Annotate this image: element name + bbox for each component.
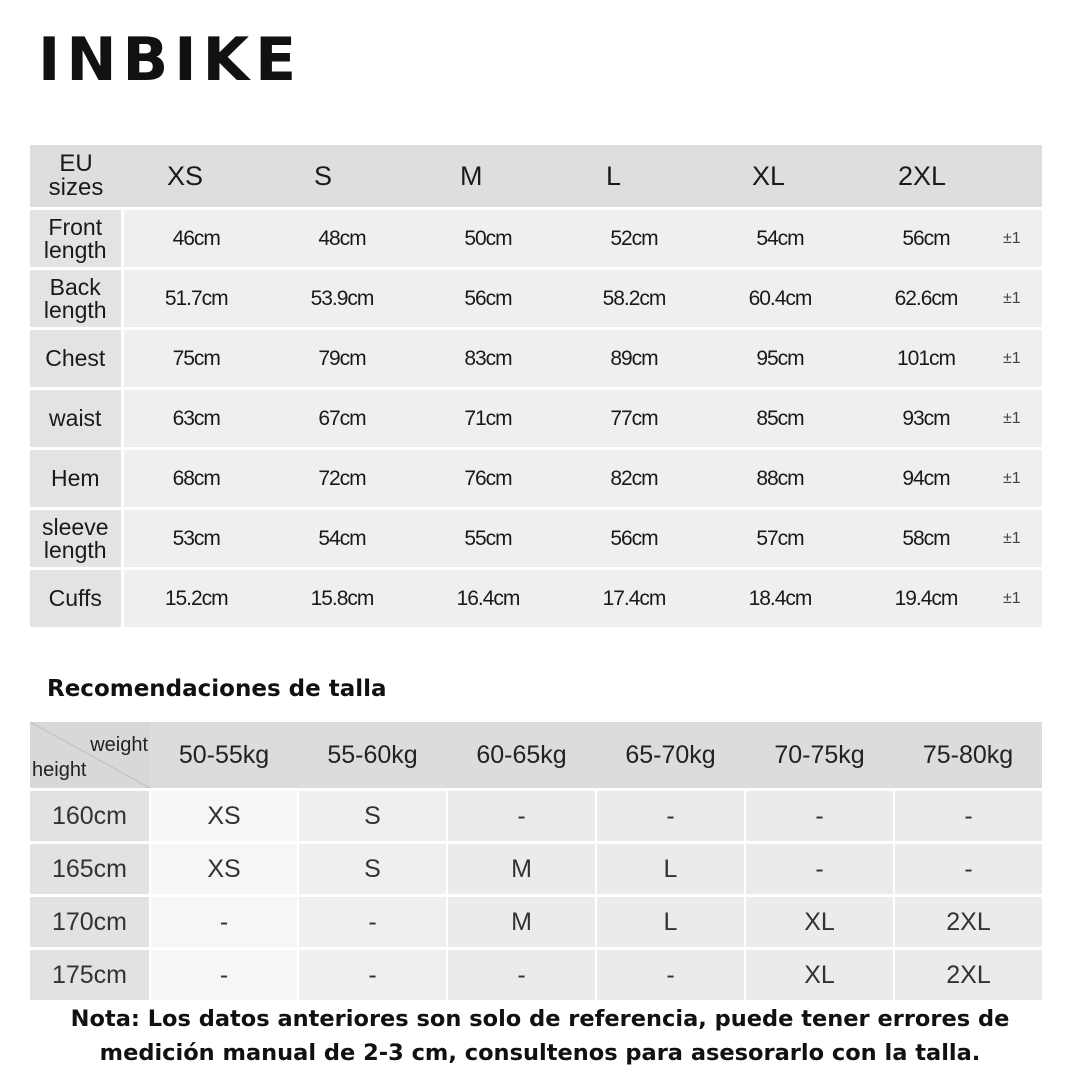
row-label-line: waist — [49, 405, 102, 431]
table-cell: S — [298, 843, 447, 896]
table-cell: - — [596, 790, 745, 843]
tolerance-cell: ±1 — [999, 329, 1042, 389]
table-cell: 19.4cm — [853, 569, 999, 629]
inbike-logo: INBIKE — [38, 25, 303, 95]
table-cell: M — [447, 843, 596, 896]
table-cell: 18.4cm — [707, 569, 853, 629]
table-row — [30, 790, 1042, 843]
tolerance-cell: ±1 — [999, 389, 1042, 449]
table-cell: 71cm — [415, 389, 561, 449]
height-label: height — [32, 759, 87, 781]
table-cell: 68cm — [122, 449, 269, 509]
weight-header: 55-60kg — [298, 722, 447, 790]
height-label-cell: 170cm — [30, 896, 150, 949]
table-cell: L — [596, 896, 745, 949]
row-label-back-length — [30, 269, 122, 329]
table-cell: 56cm — [415, 269, 561, 329]
table-cell: 63cm — [122, 389, 269, 449]
note-line-2: medición manual de 2-3 cm, consultenos para asesorarlo con la talla. — [99, 1040, 981, 1066]
table-cell: 2XL — [894, 896, 1042, 949]
table-cell: XS — [150, 843, 298, 896]
recommendations-title: Recomendaciones de talla — [47, 676, 387, 702]
sizes-label: sizes — [48, 174, 104, 201]
table-cell: 93cm — [853, 389, 999, 449]
table-cell: 79cm — [269, 329, 415, 389]
tolerance-cell: ±1 — [999, 509, 1042, 569]
weight-header: 75-80kg — [894, 722, 1042, 790]
height-label-cell: 160cm — [30, 790, 150, 843]
table-row — [30, 269, 1042, 329]
height-label-cell: 165cm — [30, 843, 150, 896]
disclaimer-note — [40, 1002, 1040, 1070]
table-row — [30, 896, 1042, 949]
table-cell: 60.4cm — [707, 269, 853, 329]
table-cell: 54cm — [269, 509, 415, 569]
size-chart-table — [30, 145, 1042, 630]
row-label-chest — [30, 329, 122, 389]
table-cell: 72cm — [269, 449, 415, 509]
table-cell: XL — [745, 949, 894, 1001]
row-label-line: Cuffs — [48, 585, 102, 611]
size-header-m: M — [415, 145, 561, 209]
size-header-xs: XS — [122, 145, 269, 209]
table-cell: S — [298, 790, 447, 843]
table-cell: 85cm — [707, 389, 853, 449]
table-cell: 89cm — [561, 329, 707, 389]
size-header-xl: XL — [707, 145, 853, 209]
table-cell: - — [150, 949, 298, 1001]
row-label-line: Hem — [50, 465, 100, 491]
table-cell: 57cm — [707, 509, 853, 569]
table-cell: 56cm — [853, 209, 999, 269]
table-cell: 56cm — [561, 509, 707, 569]
size-header-l: L — [561, 145, 707, 209]
table-row — [30, 949, 1042, 1001]
table-cell: 53cm — [122, 509, 269, 569]
tolerance-cell: ±1 — [999, 449, 1042, 509]
row-label-line: length — [43, 296, 107, 323]
table-cell: 76cm — [415, 449, 561, 509]
table-cell: 75cm — [122, 329, 269, 389]
tolerance-cell: ±1 — [999, 269, 1042, 329]
size-header-s: S — [269, 145, 415, 209]
table-cell: L — [596, 843, 745, 896]
table-row — [30, 449, 1042, 509]
table-cell: M — [447, 896, 596, 949]
table-cell: 101cm — [853, 329, 999, 389]
row-label-waist — [30, 389, 122, 449]
weight-header: 50-55kg — [150, 722, 298, 790]
eu-label: EU — [59, 150, 93, 177]
size-recommendation-table — [30, 722, 1042, 1000]
table-cell: - — [447, 949, 596, 1001]
table-row — [30, 389, 1042, 449]
row-label-line: Back — [49, 273, 101, 300]
size-header-row — [30, 145, 1042, 209]
table-cell: - — [745, 843, 894, 896]
table-cell: 77cm — [561, 389, 707, 449]
table-cell: - — [894, 790, 1042, 843]
table-cell: - — [150, 896, 298, 949]
size-header-2xl: 2XL — [853, 145, 999, 209]
table-cell: 54cm — [707, 209, 853, 269]
row-label-cuffs — [30, 569, 122, 629]
table-cell: - — [894, 843, 1042, 896]
weight-header: 60-65kg — [447, 722, 596, 790]
table-cell: 62.6cm — [853, 269, 999, 329]
weight-header: 65-70kg — [596, 722, 745, 790]
row-label-hem — [30, 449, 122, 509]
table-cell: 2XL — [894, 949, 1042, 1001]
table-cell: - — [596, 949, 745, 1001]
table-cell: 16.4cm — [415, 569, 561, 629]
table-cell: 46cm — [122, 209, 269, 269]
table-cell: XL — [745, 896, 894, 949]
table-cell: 51.7cm — [122, 269, 269, 329]
table-cell: 52cm — [561, 209, 707, 269]
tolerance-cell: ±1 — [999, 209, 1042, 269]
table-cell: 58.2cm — [561, 269, 707, 329]
table-row — [30, 569, 1042, 629]
row-label-line: length — [43, 536, 107, 563]
table-cell: 48cm — [269, 209, 415, 269]
table-cell: 94cm — [853, 449, 999, 509]
table-cell: - — [298, 949, 447, 1001]
height-label-cell: 175cm — [30, 949, 150, 1001]
row-label-sleeve-length — [30, 509, 122, 569]
row-label-line: sleeve — [42, 513, 109, 540]
table-cell: 95cm — [707, 329, 853, 389]
row-label-front-length — [30, 209, 122, 269]
table-cell: 83cm — [415, 329, 561, 389]
tolerance-header — [999, 145, 1042, 209]
table-cell: - — [745, 790, 894, 843]
table-cell: 50cm — [415, 209, 561, 269]
row-label-line: length — [43, 236, 107, 263]
row-label-line: Front — [48, 213, 103, 240]
table-cell: 88cm — [707, 449, 853, 509]
table-cell: - — [447, 790, 596, 843]
tolerance-cell: ±1 — [999, 569, 1042, 629]
table-cell: 17.4cm — [561, 569, 707, 629]
table-cell: 15.2cm — [122, 569, 269, 629]
table-cell: 53.9cm — [269, 269, 415, 329]
weight-header-row — [30, 722, 1042, 790]
table-row — [30, 509, 1042, 569]
weight-header: 70-75kg — [745, 722, 894, 790]
eu-sizes-header — [30, 145, 122, 209]
table-row — [30, 843, 1042, 896]
table-cell: 82cm — [561, 449, 707, 509]
row-label-line: Chest — [45, 345, 106, 371]
table-row — [30, 209, 1042, 269]
table-row — [30, 329, 1042, 389]
note-line-1: Nota: Los datos anteriores son solo de referencia, puede tener errores de — [70, 1006, 1010, 1032]
weight-height-corner — [30, 722, 150, 790]
weight-label: weight — [90, 734, 148, 756]
table-cell: 58cm — [853, 509, 999, 569]
table-cell: XS — [150, 790, 298, 843]
table-cell: - — [298, 896, 447, 949]
table-cell: 67cm — [269, 389, 415, 449]
table-cell: 55cm — [415, 509, 561, 569]
table-cell: 15.8cm — [269, 569, 415, 629]
